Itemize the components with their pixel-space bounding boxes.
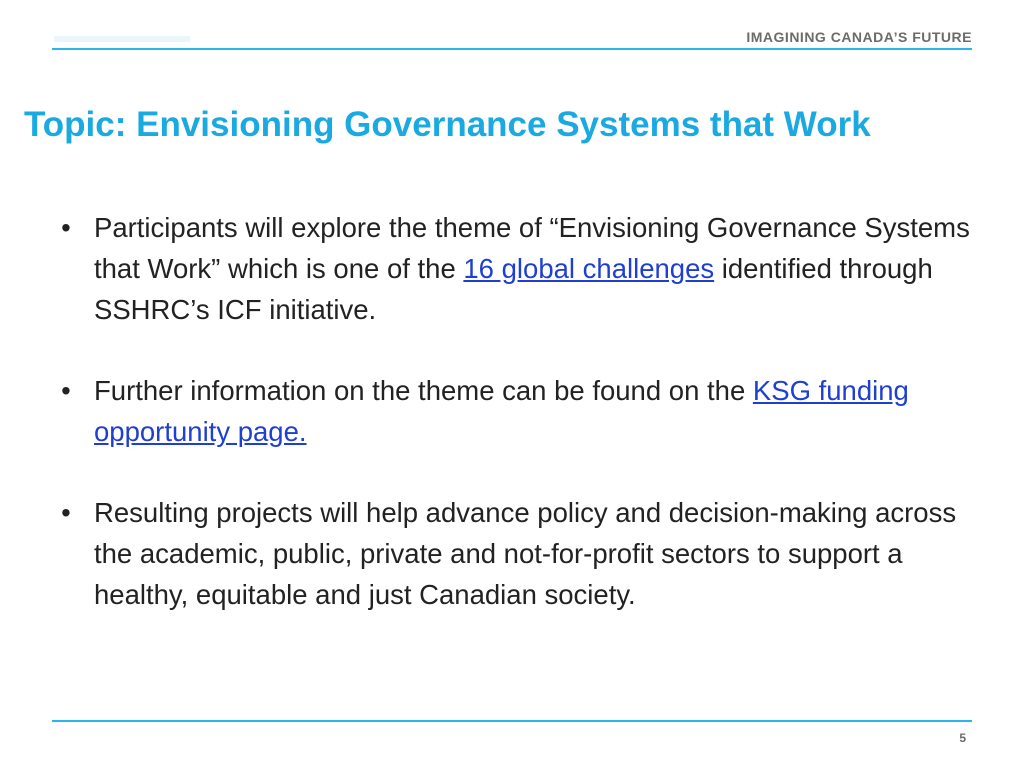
- bullet-1-text-before: Participants will explore the theme of “Envisioning Governance Systems that Work” which is one of the: [94, 212, 970, 284]
- ksg-funding-link[interactable]: KSG funding opportunity page.: [94, 375, 909, 447]
- logo-placeholder: [54, 36, 190, 42]
- bullet-item-3: [56, 492, 996, 615]
- bullet-3-text: Resulting projects will help advance policy and decision-making across the academic, public, private and not-for-profit sectors to support a healthy, equitable and just Canadian society.: [94, 497, 957, 610]
- slide-title: Topic: Envisioning Governance Systems that Work: [24, 105, 871, 144]
- bullet-dot-icon: •: [61, 212, 71, 243]
- page-number: 5: [959, 731, 966, 745]
- bullet-list: [56, 207, 996, 615]
- global-challenges-link[interactable]: 16 global challenges: [463, 253, 715, 284]
- bullet-item-1: [56, 207, 996, 330]
- bullet-1-text-after: identified through SSHRC’s ICF initiative.: [94, 253, 933, 325]
- bullet-2-text-before: Further information on the theme can be found on the: [94, 375, 753, 406]
- bullet-dot-icon: •: [61, 497, 71, 528]
- bullet-item-2: [56, 370, 996, 452]
- bullet-dot-icon: •: [61, 375, 71, 406]
- header-label: IMAGINING CANADA’S FUTURE: [746, 29, 972, 45]
- bottom-divider: [52, 720, 972, 722]
- top-divider: [52, 48, 972, 50]
